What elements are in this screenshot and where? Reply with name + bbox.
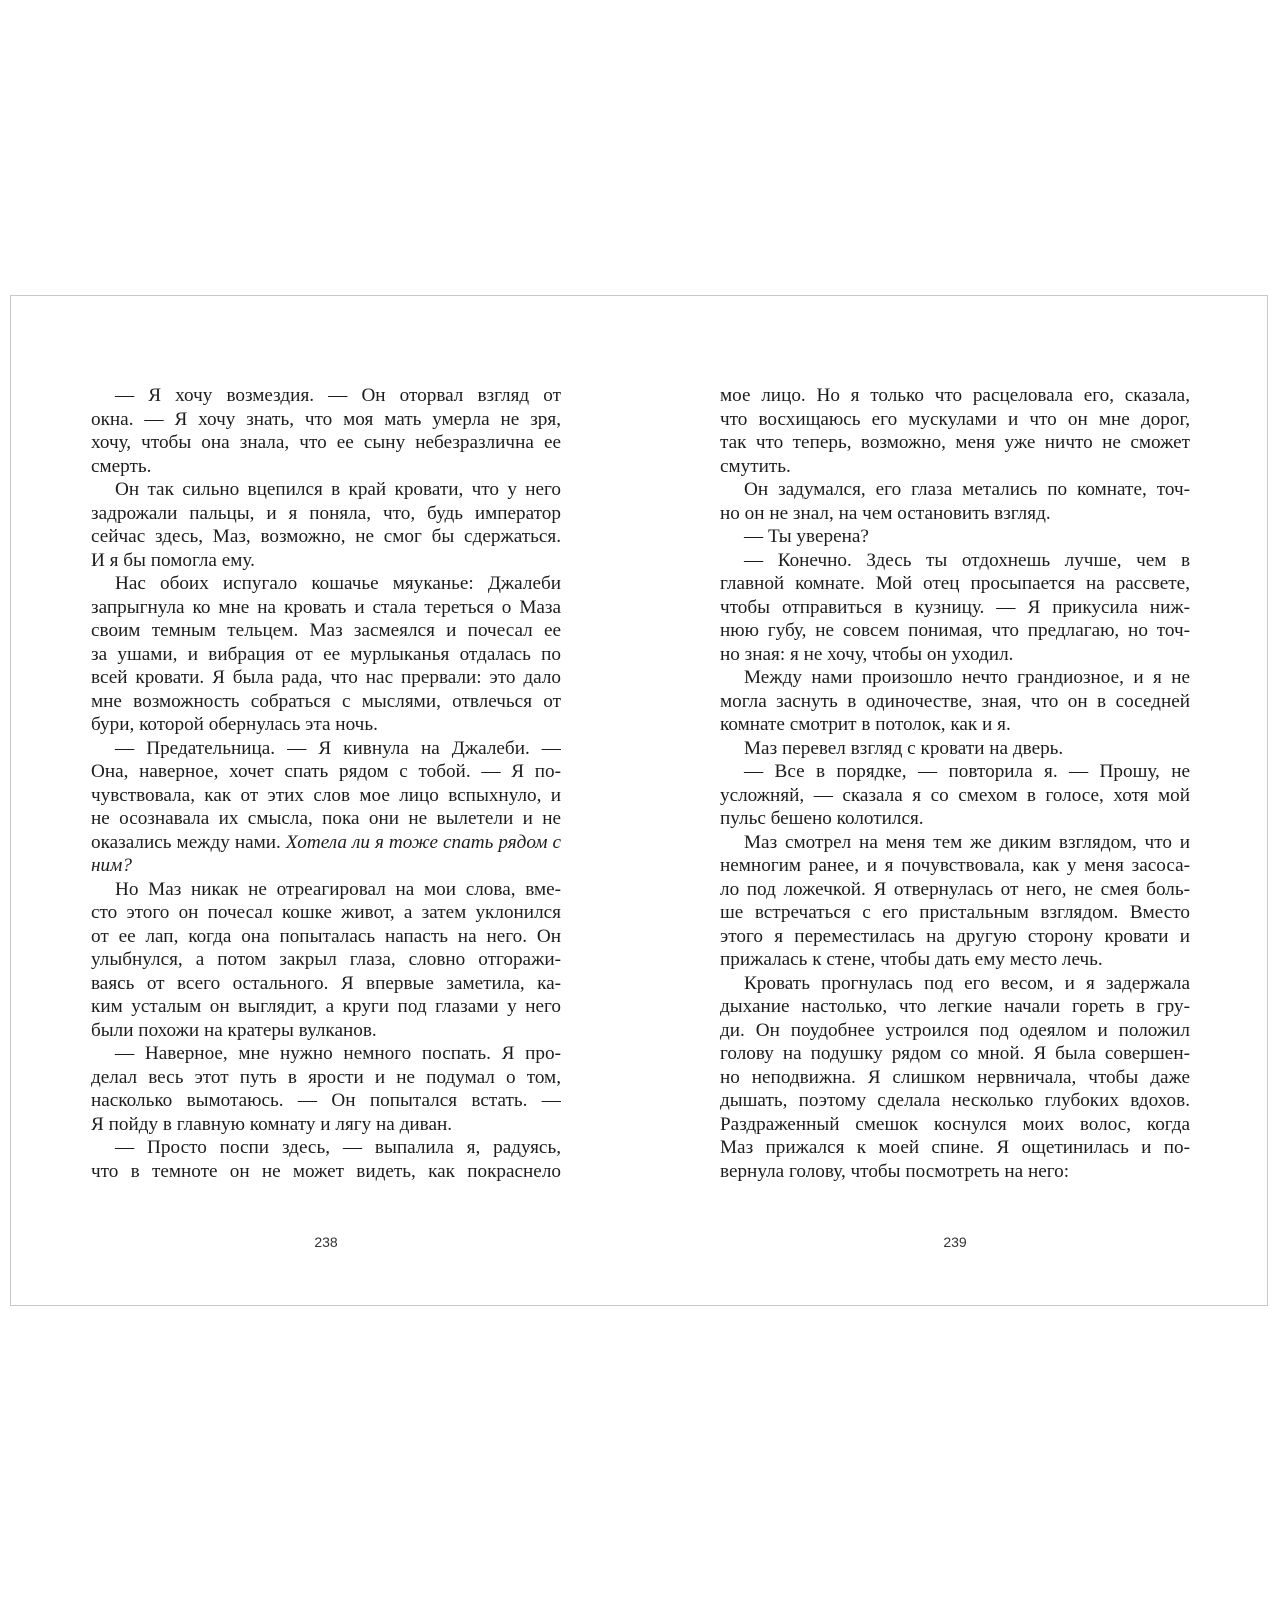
text-line: задрожали пальцы, и я поняла, что, будь император (91, 502, 561, 524)
text-line: чувствовала, как от этих слов мое лицо вспыхнуло, и (91, 784, 561, 806)
italic-thought: Хотела ли я тоже спать рядом с (285, 831, 561, 853)
text-line: смерть. (91, 455, 152, 477)
text-line: сейчас здесь, Маз, возможно, не смог бы сдержаться. (91, 526, 561, 547)
text-line: запрыгнула ко мне на кровать и стала тереться о Маза (91, 596, 561, 618)
text-line: — Конечно. Здесь ты отдохнешь лучше, чем в (744, 549, 1190, 571)
text-line: хочу, чтобы она знала, что ее сыну небезразлична ее (91, 432, 561, 453)
text-line: Нас обоих испугало кошачье мяуканье: Джалеби (115, 573, 561, 594)
text-line: Раздраженный смешок коснулся моих волос, когда (720, 1113, 1190, 1135)
text-line: прижалась к стене, чтобы дать ему место лечь. (720, 949, 1103, 970)
text-line: — Все в порядке, — повторила я. — Прошу, не (744, 761, 1190, 782)
text-line: так что теперь, возможно, меня уже ничто не сможет (720, 432, 1190, 453)
text-line: но неподвижна. Я слишком нервничала, чтобы даже (720, 1066, 1190, 1088)
text-line: комнате смотрит в потолок, как и я. (720, 714, 1011, 735)
text-line: своим темным тельцем. Маз засмеялся и почесал ее (91, 620, 561, 641)
text-line: ше встречаться с его пристальным взглядом. Вместо (720, 902, 1190, 923)
text-line: Маз перевел взгляд с кровати на дверь. (744, 737, 1064, 759)
plain-text: оказались между нами. (91, 831, 281, 853)
text-line: были похожи на кратеры вулканов. (91, 1019, 377, 1041)
text-line: этого я переместилась на другую сторону кровати и (720, 925, 1190, 947)
text-line: Он задумался, его глаза метались по комнате, точ- (744, 479, 1190, 500)
text-line: вернула голову, чтобы посмотреть на него: (720, 1160, 1070, 1182)
text-line: главной комнате. Мой отец просыпается на рассвете, (720, 573, 1190, 594)
text-line: Он так сильно вцепился в край кровати, что у него (115, 479, 561, 500)
text-line: от ее лап, когда она попыталась напасть на него. Он (91, 925, 561, 947)
text-line: всей кровати. Я была рада, что нас прервали: это дало (91, 667, 561, 688)
text-line: мне возможность собраться с мыслями, отвлечься от (91, 690, 561, 712)
text-line: Маз смотрел на меня тем же диким взглядом, что и (744, 831, 1190, 853)
text-line: голову на подушку рядом со мной. Я была совершен- (720, 1043, 1190, 1064)
text-line: что восхищаюсь его мускулами и что он мне дорог, (720, 408, 1190, 430)
text-line: сто этого он почесал кошке живот, а затем уклонился (91, 902, 561, 923)
text-line: Между нами произошло нечто грандиозное, и я не (744, 667, 1190, 688)
text-line: немногим ранее, и я почувствовала, как у меня засоса- (720, 855, 1190, 876)
text-line: ло под ложечкой. Я отвернулась от него, не смея боль- (720, 878, 1190, 900)
text-line: но зная: я не хочу, чтобы он уходил. (720, 643, 1014, 665)
text-line: И я бы помогла ему. (91, 549, 255, 571)
text-line: могла заснуть в одиночестве, зная, что он в соседней (720, 690, 1190, 712)
text-line: за ушами, и вибрация от ее мурлыканья отдалась по (91, 643, 561, 665)
text-line: делал весь этот путь в ярости и не подумал о том, (91, 1066, 561, 1088)
text-line: — Я хочу возмездия. — Он оторвал взгляд от (115, 385, 561, 406)
text-line: что в темноте он не может видеть, как покраснело (91, 1160, 561, 1182)
page-number-right: 239 (943, 1234, 967, 1250)
page-number-left: 238 (314, 1234, 338, 1250)
text-line: нюю губу, не совсем понимая, что предлагаю, но точ- (720, 620, 1190, 641)
text-line: Но Маз никак не отреагировал на мои слова, вме- (115, 878, 561, 900)
text-line: дышать, поэтому сделала несколько глубоких вдохов. (720, 1090, 1190, 1111)
text-line: пульс бешено колотился. (720, 808, 924, 829)
text-line: ваясь от всего остального. Я впервые заметила, ка- (91, 972, 561, 994)
right-page (720, 384, 1190, 1183)
italic-thought: ним? (91, 855, 132, 876)
text-line: Маз прижался к моей спине. Я ощетинилась и по- (720, 1137, 1190, 1158)
text-line: мое лицо. Но я только что расцеловала его, сказала, (720, 385, 1190, 406)
text-line: усложняй, — сказала я со смехом в голосе, хотя мой (720, 784, 1190, 806)
text-line: — Наверное, мне нужно немного поспать. Я про- (115, 1043, 561, 1064)
text-line-mixed (91, 831, 561, 855)
text-line: насколько вымотаюсь. — Он попытался встать. — (91, 1090, 561, 1111)
text-line: — Предательница. — Я кивнула на Джалеби. — (115, 737, 561, 759)
text-line: Я пойду в главную комнату и лягу на диван. (91, 1113, 453, 1135)
text-line: чтобы отправиться в кузницу. — Я прикусила ниж- (720, 596, 1190, 618)
text-line: — Просто поспи здесь, — выпалила я, радуясь, (115, 1137, 561, 1158)
left-page (91, 384, 561, 1183)
text-line: ди. Он поудобнее устроился под одеялом и положил (720, 1019, 1190, 1041)
text-line: улыбнулся, а потом закрыл глаза, словно отгоражи- (91, 949, 561, 970)
text-line: Она, наверное, хочет спать рядом с тобой. — Я по- (91, 761, 561, 782)
text-line: бури, которой обернулась эта ночь. (91, 714, 378, 735)
text-line: но он не знал, на чем остановить взгляд. (720, 502, 1051, 524)
text-line: окна. — Я хочу знать, что моя мать умерла не зря, (91, 408, 561, 430)
text-line: Кровать прогнулась под его весом, и я задержала (744, 972, 1190, 994)
book-spread (10, 295, 1268, 1306)
text-line: дыхание настолько, что легкие начали гореть в гру- (720, 996, 1190, 1017)
text-line: — Ты уверена? (744, 526, 869, 547)
text-line: не осознавала их смысла, пока они не вылетели и не (91, 808, 561, 829)
text-line: смутить. (720, 455, 791, 477)
text-line: ким усталым он выглядит, а круги под глазами у него (91, 996, 561, 1017)
